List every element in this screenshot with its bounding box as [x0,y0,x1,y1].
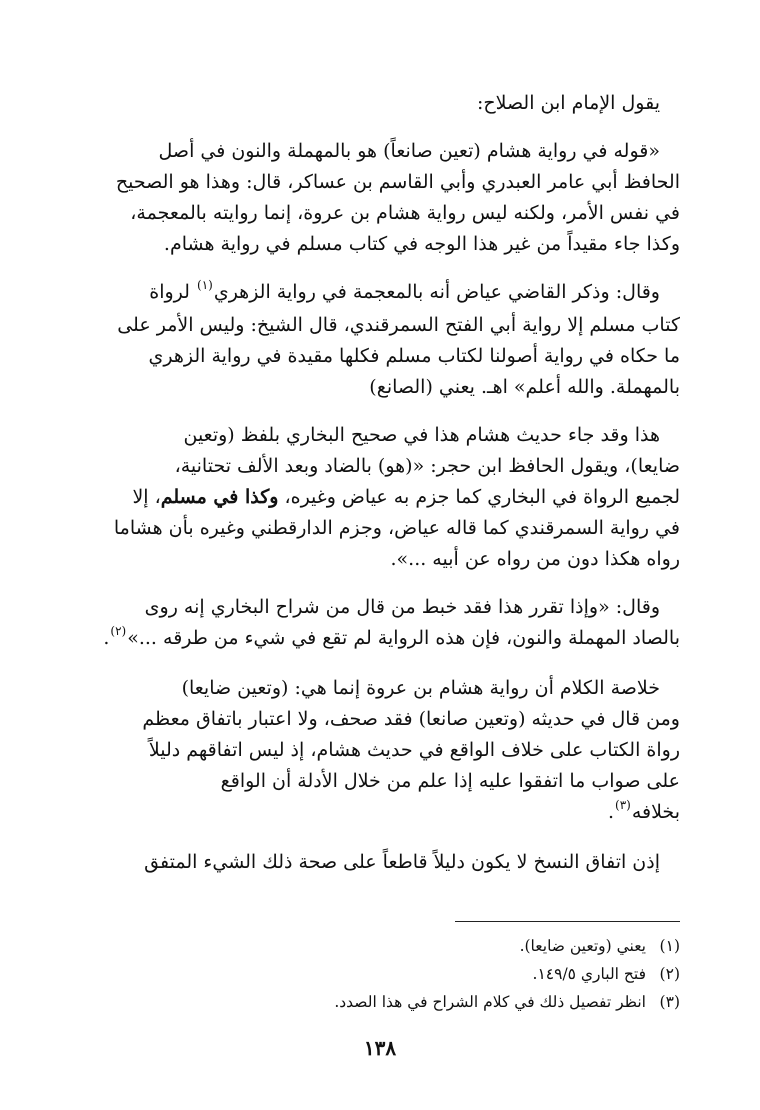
paragraph-5 [70,673,680,830]
line-text: بخلافه [631,801,680,823]
bold-phrase: وكذا في مسلم [160,486,279,508]
footnote-1 [70,932,680,960]
paragraph-line: رواة الكتاب على خلاف الواقع في حديث هشام، إذ ليس اتفاقهم دليلاً [148,739,680,761]
paragraph-line: على صواب ما اتفقوا عليه إذا علم من خلال الأدلة أن الواقع [220,770,680,792]
footnote-text: يعني (وتعين ضايعا). [519,937,646,955]
footnote-3 [70,988,680,1016]
paragraph-line: إذن اتفاق النسخ لا يكون دليلاً قاطعاً على صحة ذلك الشيء المتفق [144,851,660,873]
paragraph-line: رواه هكذا دون من رواه عن أبيه ...». [390,548,680,570]
footnote-2 [70,960,680,988]
footnote-ref-3: (٣) [615,798,631,812]
paragraph-line [70,482,680,513]
paragraph-line: كتاب مسلم إلا رواية أبي الفتح السمرقندي، قال الشيخ: وليس الأمر على [117,314,680,336]
paragraph-line: وقال: «وإذا تقرر هذا فقد خبط من قال من شراح البخاري إنه روى [144,596,660,618]
paragraph-line: هذا وقد جاء حديث هشام هذا في صحيح البخاري بلفظ (وتعين [183,424,660,446]
body-text [70,88,680,895]
line-text: لجميع الرواة في البخاري كما جزم به عياض وغيره، [278,486,680,508]
line-text: ، إلا [132,486,161,508]
paragraph-4 [70,592,680,656]
paragraph-6 [70,847,680,878]
paragraph-line: في نفس الأمر، ولكنه ليس رواية هشام بن عروة، إنما روايته بالمعجمة، [130,202,680,224]
paragraph-line: وكذا جاء مقيداً من غير هذا الوجه في كتاب مسلم في رواية هشام. [163,233,680,255]
paragraph-line: خلاصة الكلام أن رواية هشام بن عروة إنما هي: (وتعين ضايعا) [181,677,660,699]
line-text: لرواة [149,281,196,303]
footnote-number: (٣) [659,993,680,1011]
paragraph-line: في رواية السمرقندي كما قاله عياض، وجزم الدارقطني وغيره بأن هشاما [113,517,680,539]
line-text: . [607,801,614,823]
paragraph-line [70,623,680,656]
heading-paragraph [70,88,680,119]
footnotes [70,932,680,1016]
paragraph-line: «قوله في رواية هشام (تعين صانعاً) هو بالمهملة والنون في أصل [158,140,660,162]
line-text: بالصاد المهملة والنون، فإن هذه الرواية لم تقع في شيء من طرقه ...» [127,627,680,649]
paragraph-1 [70,136,680,260]
paragraph-3 [70,420,680,575]
paragraph-line [70,797,680,830]
footnote-text: فتح الباري ١٤٩/٥. [532,965,646,983]
paragraph-line: ضايعا)، ويقول الحافظ ابن حجر: «(هو) بالضاد وبعد الألف تحتانية، [174,455,680,477]
paragraph-line [70,277,680,310]
footnote-number: (١) [659,937,680,955]
heading-line: يقول الإمام ابن الصلاح: [476,92,660,114]
paragraph-line: ومن قال في حديثه (وتعين صانعا) فقد صحف، ولا اعتبار باتفاق معظم [142,708,680,730]
footnote-separator [455,921,680,922]
paragraph-line: الحافظ أبي عامر العبدري وأبي القاسم بن عساكر، قال: وهذا هو الصحيح [115,171,680,193]
line-text: وقال: وذكر القاضي عياض أنه بالمعجمة في رواية الزهري [213,281,660,303]
footnote-ref-1: (١) [197,278,213,292]
page-number: ١٣٨ [363,1036,397,1060]
footnote-text: انظر تفصيل ذلك في كلام الشراح في هذا الصدد. [334,993,646,1011]
line-text: . [103,627,110,649]
paragraph-2 [70,277,680,403]
paragraph-line: ما حكاه في رواية أصولنا لكتاب مسلم فكلها مقيدة في رواية الزهري [148,345,680,367]
paragraph-line: بالمهملة. والله أعلم» اهـ. يعني (الصانع) [369,376,680,398]
footnote-ref-2: (٢) [110,624,127,638]
footnote-number: (٢) [659,965,680,983]
